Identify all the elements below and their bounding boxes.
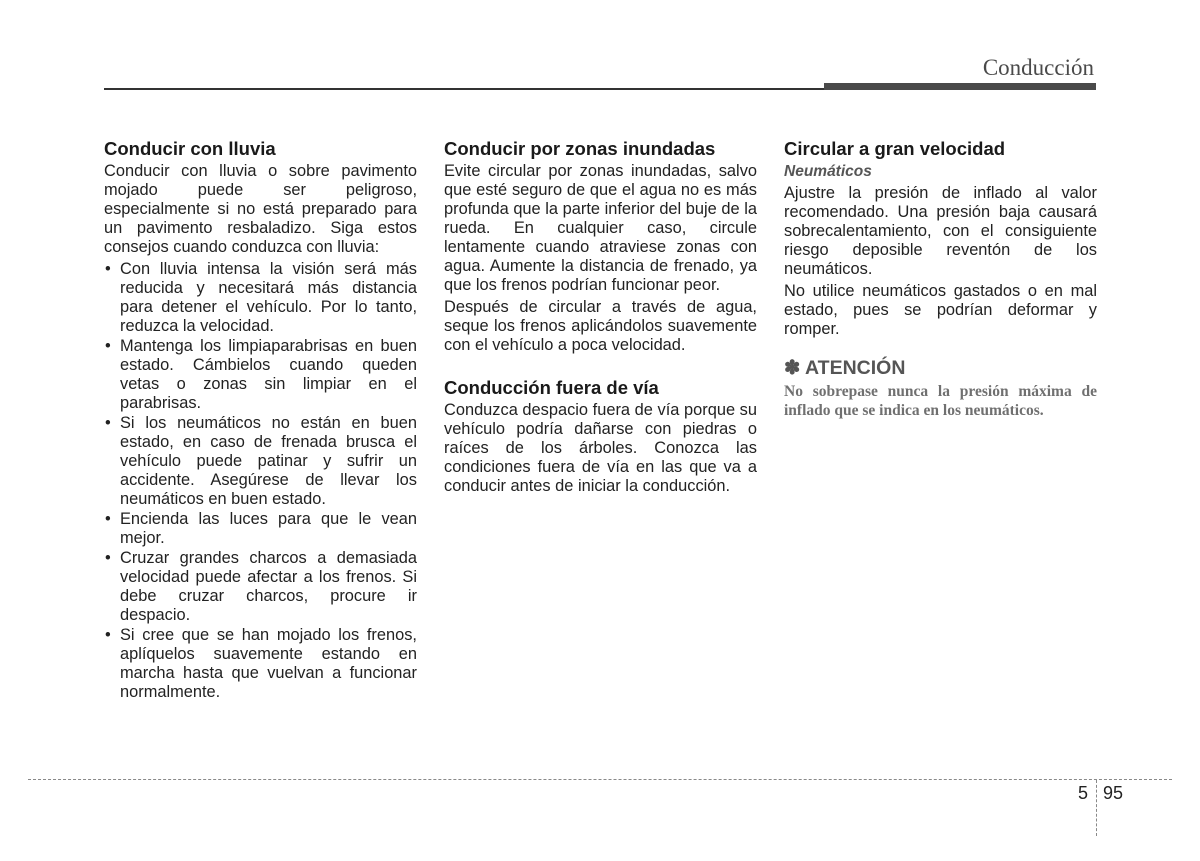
flooded-paragraph: Evite circular por zonas inundadas, salvo que esté seguro de que el agua no es más profunda que la parte inferior del buje de la rueda. En cualquier caso, circule lentamente cuando atraviese zonas con agua. Aumente la distancia de frenado, ya que los frenos podrían funcionar peor. xyxy=(444,162,757,294)
page-number: 95 xyxy=(1103,783,1124,803)
highspeed-paragraph: Ajustre la presión de inflado al valor recomendado. Una presión baja causará sobrecalentamiento, con el consiguiente riesgo deposible reventón de los neumáticos. xyxy=(784,184,1097,278)
footer-vertical-divider xyxy=(1096,780,1097,836)
section-heading-rain: Conducir con lluvia xyxy=(104,138,276,159)
section-heading-offroad: Conducción fuera de vía xyxy=(444,377,659,398)
attention-heading: ✽ ATENCIÓN xyxy=(784,357,906,379)
highspeed-paragraph: No utilice neumáticos gastados o en mal estado, pues se podrían deformar y romper. xyxy=(784,282,1097,338)
list-item: • Si los neumáticos no están en buen estado, en caso de frenada brusca el vehículo puede patinar y sufrir un accidente. Asegúrese de llevar los neumáticos en buen estado. xyxy=(104,414,417,509)
offroad-paragraph: Conduzca despacio fuera de vía porque su vehículo podría dañarse con piedras o raíces de los árboles. Conozca las condiciones fuera de vía en las que va a conducir antes de iniciar la conducción. xyxy=(444,401,757,495)
list-item: • Mantenga los limpiaparabrisas en buen estado. Cámbielos cuando queden vetas o zonas sin limpiar en el parabrisas. xyxy=(104,337,417,413)
section-heading-flooded: Conducir por zonas inundadas xyxy=(444,138,716,159)
header-divider-thin xyxy=(104,88,824,90)
attention-text: No sobrepase nunca la presión máxima de inflado que se indica en los neumáticos. xyxy=(784,383,1097,419)
section-number: 5 xyxy=(1078,783,1089,803)
section-spacer xyxy=(784,342,1097,356)
list-item: • Cruzar grandes charcos a demasiada velocidad puede afectar a los frenos. Si debe cruzar charcos, procure ir despacio. xyxy=(104,549,417,625)
list-item: • Encienda las luces para que le vean mejor. xyxy=(104,510,417,548)
header-divider-thick xyxy=(824,83,1096,90)
section-spacer xyxy=(444,358,757,377)
column-left xyxy=(104,138,417,703)
list-item: • Si cree que se han mojado los frenos, aplíquelos suavemente estando en marcha hasta que vuelvan a funcionar normalmente. xyxy=(104,626,417,702)
page-title: Conducción xyxy=(982,55,1094,80)
column-right xyxy=(784,138,1097,420)
footer-divider xyxy=(28,779,1172,780)
column-middle xyxy=(444,138,757,499)
section-heading-highspeed: Circular a gran velocidad xyxy=(784,138,1006,159)
list-item: • Con lluvia intensa la visión será más reducida y necesitará más distancia para detener el vehículo. Por lo tanto, reduzca la velocidad. xyxy=(104,260,417,336)
flooded-paragraph: Después de circular a través de agua, seque los frenos aplicándolos suavemente con el vehículo a poca velocidad. xyxy=(444,298,757,354)
subheading-tires: Neumáticos xyxy=(784,163,872,180)
rain-bullet-list xyxy=(104,260,417,702)
rain-intro-paragraph: Conducir con lluvia o sobre pavimento mojado puede ser peligroso, especialmente si no está preparado para un pavimento resbaladizo. Siga estos consejos cuando conduzca con lluvia: xyxy=(104,162,417,256)
